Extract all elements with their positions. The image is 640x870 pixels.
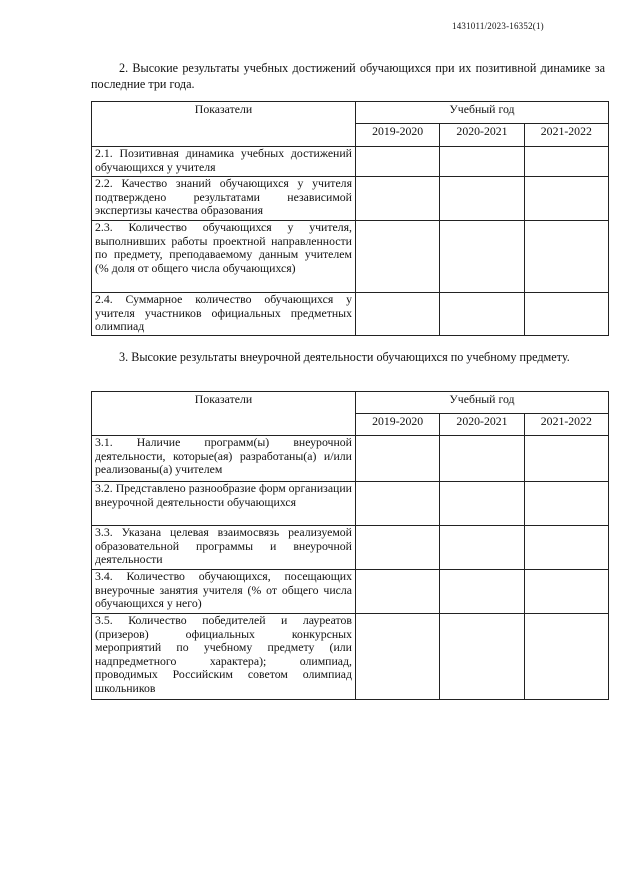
indicator-label: 3.3. Указана целевая взаимосвязь реализуемой образовательной программы и внеурочной деятельности [92,526,356,570]
section-3-heading: 3. Высокие результаты внеурочной деятельности обучающихся по учебному предмету. [119,350,570,364]
indicator-label: 3.5. Количество победителей и лауреатов (призеров) официальных конкурсных мероприятий по учебному предмету (или надпредметного характера); олимпиад, проводимых Российским советом олимпиад школьников [92,614,356,700]
value-cell [524,221,608,293]
value-cell [356,177,440,221]
section-3-table [91,391,609,700]
value-cell [524,614,608,700]
value-cell [356,482,440,526]
table-row [92,147,609,177]
indicators-header: Показатели [92,102,356,147]
indicator-label: 3.1. Наличие программ(ы) внеурочной деятельности, которые(ая) разработаны(а) и/или реализованы(а) учителем [92,436,356,482]
value-cell [440,570,524,614]
table-row [92,570,609,614]
value-cell [524,436,608,482]
value-cell [524,570,608,614]
indicator-label: 2.4. Суммарное количество обучающихся у учителя участников официальных предметных олимпиад [92,293,356,336]
indicator-label: 2.3. Количество обучающихся у учителя, выполнивших работы проектной направленности по предмету, преподаваемому данным учителем (% доля от общего числа обучающихся) [92,221,356,293]
year-column-header: 2020-2021 [440,414,524,436]
value-cell [356,221,440,293]
value-cell [524,147,608,177]
value-cell [440,293,524,336]
value-cell [524,482,608,526]
indicator-label: 3.4. Количество обучающихся, посещающих внеурочные занятия учителя (% от общего числа обучающихся у него) [92,570,356,614]
value-cell [524,293,608,336]
indicator-label: 2.2. Качество знаний обучающихся у учителя подтверждено результатами независимой экспертизы качества образования [92,177,356,221]
year-column-header: 2019-2020 [356,414,440,436]
value-cell [440,482,524,526]
indicator-label: 2.1. Позитивная динамика учебных достижений обучающихся у учителя [92,147,356,177]
value-cell [356,147,440,177]
indicators-header: Показатели [92,392,356,436]
year-column-header: 2019-2020 [356,124,440,147]
value-cell [356,436,440,482]
section-2-heading: 2. Высокие результаты учебных достижений обучающихся при их позитивной динамике за последние три года. [91,61,605,91]
value-cell [440,221,524,293]
value-cell [440,526,524,570]
table-row [92,526,609,570]
section-2-table [91,101,609,336]
indicator-label: 3.2. Представлено разнообразие форм организации внеурочной деятельности обучающихся [92,482,356,526]
value-cell [524,526,608,570]
value-cell [356,526,440,570]
value-cell [356,614,440,700]
table-row [92,221,609,293]
table-row [92,436,609,482]
value-cell [356,570,440,614]
value-cell [356,293,440,336]
document-id-stamp: 1431011/2023-16352(1) [452,21,544,31]
table-row [92,482,609,526]
value-cell [440,436,524,482]
year-column-header: 2020-2021 [440,124,524,147]
table-row [92,177,609,221]
value-cell [524,177,608,221]
school-year-header: Учебный год [356,392,609,414]
value-cell [440,177,524,221]
year-column-header: 2021-2022 [524,414,608,436]
value-cell [440,614,524,700]
table-row [92,614,609,700]
table-row [92,293,609,336]
school-year-header: Учебный год [356,102,609,124]
year-column-header: 2021-2022 [524,124,608,147]
value-cell [440,147,524,177]
